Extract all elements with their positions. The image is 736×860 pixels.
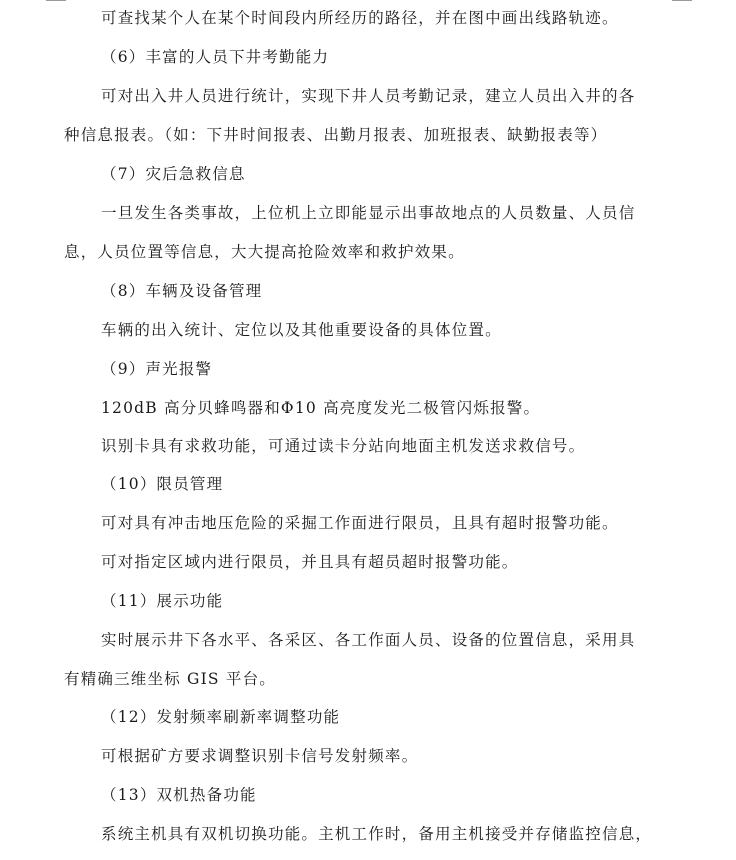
paragraph-line: 可对指定区域内进行限员，并且具有超员超时报警功能。 xyxy=(101,553,519,571)
paragraph-line: 可查找某个人在某个时间段内所经历的路径，并在图中画出线路轨迹。 xyxy=(101,9,619,27)
crop-mark-left xyxy=(46,0,66,4)
section-heading: （9）声光报警 xyxy=(101,360,213,378)
section-heading: （12）发射频率刷新率调整功能 xyxy=(101,708,341,726)
paragraph-line: 可根据矿方要求调整识别卡信号发射频率。 xyxy=(101,747,419,765)
paragraph-line: 可对出入井人员进行统计，实现下井人员考勤记录，建立人员出入井的各 xyxy=(101,87,636,105)
section-heading: （7）灾后急救信息 xyxy=(101,165,246,183)
paragraph-line: 种信息报表。（如：下井时间报表、出勤月报表、加班报表、缺勤报表等） xyxy=(64,126,608,144)
paragraph-line: 息，人员位置等信息，大大提高抢险效率和救护效果。 xyxy=(64,243,465,261)
paragraph-line: 120dB 高分贝蜂鸣器和Φ10 高亮度发光二极管闪烁报警。 xyxy=(101,399,541,417)
paragraph-line: 车辆的出入统计、定位以及其他重要设备的具体位置。 xyxy=(101,321,502,339)
paragraph-line: 系统主机具有双机切换功能。主机工作时，备用主机接受并存储监控信息， xyxy=(101,825,653,843)
section-heading: （10）限员管理 xyxy=(101,475,224,493)
crop-mark-right xyxy=(672,0,692,4)
paragraph-line: 可对具有冲击地压危险的采掘工作面进行限员，且具有超时报警功能。 xyxy=(101,514,619,532)
section-heading: （13）双机热备功能 xyxy=(101,786,257,804)
section-heading: （8）车辆及设备管理 xyxy=(101,282,263,300)
section-heading: （11）展示功能 xyxy=(101,592,224,610)
paragraph-line: 识别卡具有求救功能，可通过读卡分站向地面主机发送求救信号。 xyxy=(101,437,586,455)
paragraph-line: 有精确三维坐标 GIS 平台。 xyxy=(64,670,276,688)
paragraph-line: 实时展示井下各水平、各采区、各工作面人员、设备的位置信息，采用具 xyxy=(101,631,636,649)
section-heading: （6）丰富的人员下井考勤能力 xyxy=(101,48,330,66)
paragraph-line: 一旦发生各类事故，上位机上立即能显示出事故地点的人员数量、人员信 xyxy=(101,204,636,222)
